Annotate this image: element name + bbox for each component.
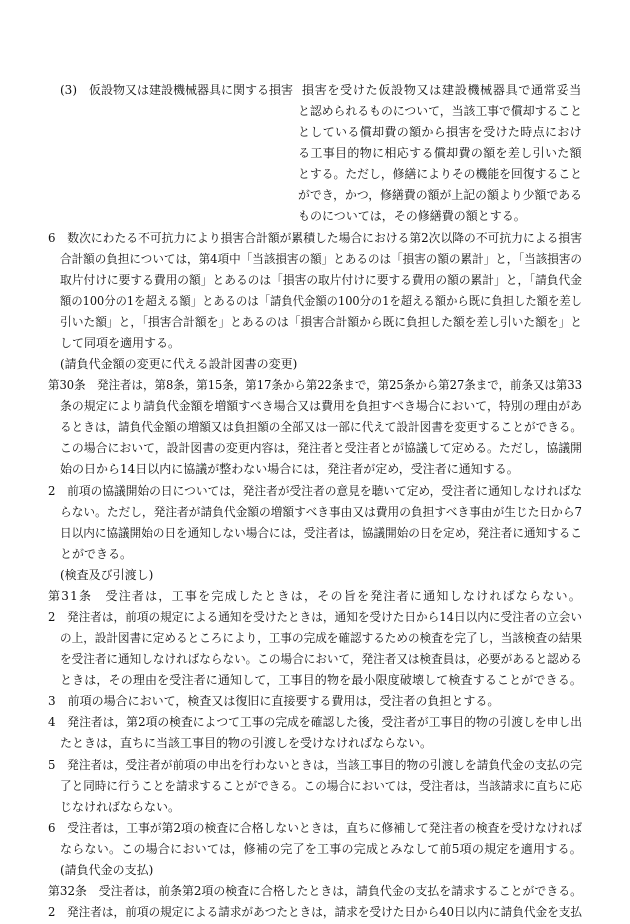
text-segment: 合計額の負担については，第4項中「当該損害の額」とあるのは「損害の額の累計」と，「当該損害の bbox=[60, 251, 582, 266]
text-segment: 2 前項の協議開始の日については，発注者が受注者の意見を聴いて定め，受注者に通知しなければな bbox=[48, 483, 582, 498]
text-segment: 取片付けに要する費用の額」とあるのは「損害の取片付けに要する費用の額の累計」と，「請負代金 bbox=[60, 272, 582, 287]
text-segment: この場合において，設計図書の変更内容は，発注者と受注者とが協議して定める。ただし，協議開 bbox=[60, 441, 582, 456]
text-segment: たときは，直ちに当該工事目的物の引渡しを受けなければならない。 bbox=[60, 736, 433, 751]
text-segment: ものについては，その修繕費の額とする。 bbox=[298, 209, 526, 224]
text-segment: ときは，その理由を受注者に通知して，工事目的物を最小限度破壊して検査することができる。 bbox=[60, 673, 582, 688]
text-segment: とができる。 bbox=[60, 546, 133, 561]
text-segment: ができ，かつ，修繕費の額が上記の額より少額である bbox=[298, 188, 582, 203]
text-segment: (検査及び引渡し) bbox=[60, 567, 154, 582]
text-segment: 条の規定により請負代金額を増額すべき場合又は費用を負担すべき場合において，特別の理由があ bbox=[60, 399, 582, 414]
text-segment: 2 発注者は，前項の規定による請求があつたときは，請求を受けた日から40日以内に請負代金を支払 bbox=[48, 905, 582, 920]
text-segment: 第30条 発注者は，第8条，第15条，第17条から第22条まで，第25条から第27条まで，前条又は第33 bbox=[48, 378, 582, 393]
text-segment: としている償却費の額から損害を受けた時点におけ bbox=[298, 125, 582, 140]
text-segment: るときは，請負代金額の増額又は負担額の全部又は一部に代えて設計図書を変更することができる。 bbox=[60, 420, 582, 435]
text-segment: 2 発注者は，前項の規定による通知を受けたときは，通知を受けた日から14日以内に受注者の立会い bbox=[48, 610, 582, 624]
text-segment: と認められるものについて，当該工事で償却すること bbox=[298, 104, 582, 119]
text-segment: 損害を受けた仮設物又は建設機械器具で通常妥当 bbox=[302, 83, 582, 97]
text-segment: る工事目的物に相応する償却費の額を差し引いた額 bbox=[298, 146, 582, 161]
text-segment: 了と同時に行うことを請求することができる。この場合においては，受注者は，当該請求に直ちに応 bbox=[60, 778, 582, 793]
text-segment: 始の日から14日以内に協議が整わない場合には，発注者が定め，受注者に通知する。 bbox=[60, 462, 519, 477]
text-segment: ならない。この場合においては，修補の完了を工事の完成とみなして前5項の規定を適用する。 bbox=[60, 841, 582, 856]
text-segment: 第32条 受注者は，前条第2項の検査に合格したときは，請負代金の支払を請求することができる。 bbox=[48, 884, 582, 899]
text-segment: して同項を適用する。 bbox=[60, 335, 181, 350]
text-segment: 6 数次にわたる不可抗力により損害合計額が累積した場合における第2次以降の不可抗力による損害 bbox=[48, 230, 582, 245]
text-segment: (請負代金の支払) bbox=[60, 862, 154, 877]
text-segment: 6 受注者は，工事が第2項の検査に合格しないときは，直ちに修補して発注者の検査を受けなければ bbox=[48, 820, 582, 835]
text-segment: 引いた額」と，「損害合計額を」とあるのは「損害合計額から既に負担した額を差し引いた額を」と bbox=[60, 314, 582, 329]
text-segment: (請負代金額の変更に代える設計図書の変更) bbox=[60, 357, 298, 372]
text-segment: (3) 仮設物又は建設機械器具に関する損害 bbox=[60, 83, 293, 97]
text-line bbox=[0, 900, 630, 924]
text-segment: とする。ただし，修繕によりその機能を回復すること bbox=[298, 167, 582, 182]
text-segment: 日以内に協議開始の日を通知しない場合には，受注者は，協議開始の日を定め，発注者に通知するこ bbox=[60, 525, 582, 540]
text-segment: 額の100分の1を超える額」とあるのは「請負代金額の100分の1を超える額から既に負担した額を差し bbox=[60, 293, 582, 308]
text-segment: 5 発注者は，受注者が前項の申出を行わないときは，当該工事目的物の引渡しを請負代金の支払の完 bbox=[48, 757, 582, 772]
text-segment: を受注者に通知しなければならない。この場合において，発注者又は検査員は，必要があると認める bbox=[60, 652, 582, 667]
text-segment: 4 発注者は，第2項の検査によつて工事の完成を確認した後，受注者が工事目的物の引渡しを申し出 bbox=[48, 715, 582, 730]
text-segment: 3 前項の場合において，検査又は復旧に直接要する費用は，受注者の負担とする。 bbox=[48, 694, 500, 709]
text-segment: らない。ただし，発注者が請負代金額の増額すべき事由又は費用の負担すべき事由が生じた日から7 bbox=[60, 504, 582, 519]
text-segment: じなければならない。 bbox=[60, 799, 181, 814]
text-segment: 第31条 受注者は，工事を完成したときは，その旨を発注者に通知しなければならない。 bbox=[48, 588, 582, 603]
text-segment: の上，設計図書に定めるところにより，工事の完成を確認するための検査を完了し，当該検査の結果 bbox=[60, 631, 582, 646]
